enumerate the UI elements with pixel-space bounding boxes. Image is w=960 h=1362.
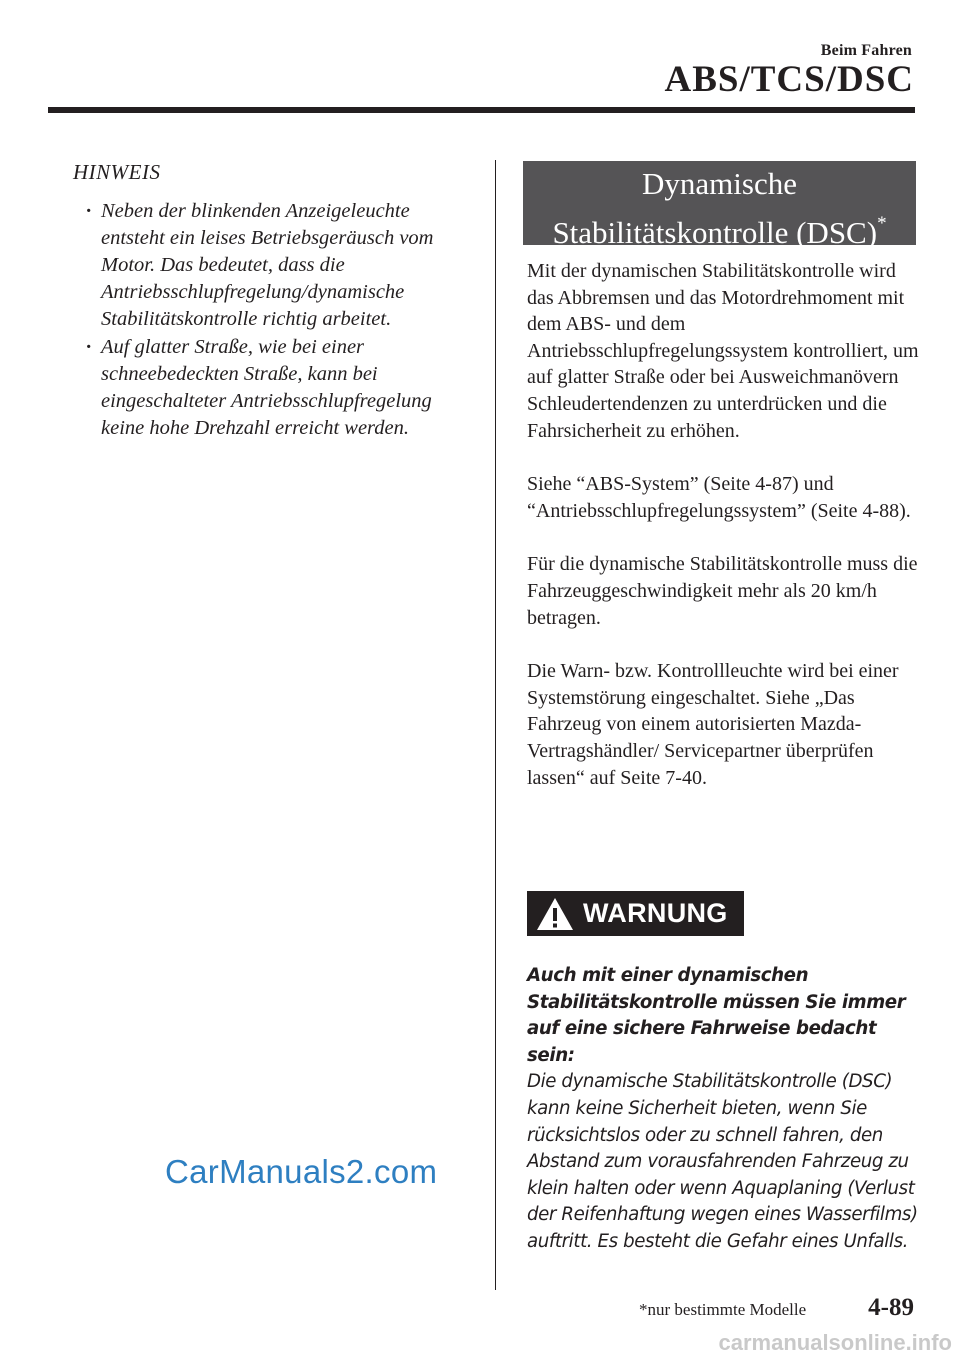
note-item: · Auf glatter Straße, wie bei einer schneebedeckten Straße, kann bei eingeschalteter Antriebsschlupfregelung keine hohe Drehzahl erreicht werden. bbox=[73, 334, 473, 442]
column-divider bbox=[495, 160, 496, 1290]
body-paragraph: Mit der dynamischen Stabilitätskontrolle wird das Abbremsen und das Motordrehmoment mit dem ABS- und dem Antriebsschlupfregelungssystem kontrolliert, um auf glatter Straße oder bei Ausweichmanövern Schleudertendenzen zu unterdrücken und die Fahrsicherheit zu erhöhen. bbox=[527, 260, 919, 442]
page-number: 4-89 bbox=[868, 1294, 914, 1321]
section-title-text: Stabilitätskontrolle (DSC) bbox=[552, 215, 878, 250]
section-title-line1: Dynamische bbox=[642, 166, 797, 201]
section-title-line2 bbox=[523, 204, 916, 253]
warning-triangle-icon bbox=[535, 896, 575, 932]
section-title-banner bbox=[523, 161, 916, 250]
note-list bbox=[73, 198, 473, 442]
warning-heading: Auch mit einer dynamischen Stabilitätskontrolle müssen Sie immer auf eine sichere Fahrweise bedacht sein: bbox=[527, 965, 906, 1066]
watermark-carmanuals2: CarManuals2.com bbox=[165, 1153, 438, 1190]
body-paragraph: Siehe “ABS-System” (Seite 4-87) und “Antriebsschlupfregelungssystem” (Seite 4-88). bbox=[527, 473, 911, 522]
warning-label: WARNUNG bbox=[583, 898, 728, 928]
header-title: ABS/TCS/DSC bbox=[664, 59, 914, 100]
header-kicker: Beim Fahren bbox=[820, 42, 912, 59]
note-box bbox=[73, 160, 473, 443]
note-item: · Neben der blinkenden Anzeigeleuchte entsteht ein leises Betriebsgeräusch vom Motor. Das bedeutet, dass die Antriebsschlupfregelung/dynamische Stabilitätskontrolle richtig arbeitet. bbox=[73, 198, 473, 333]
warning-body: Die dynamische Stabilitätskontrolle (DSC) kann keine Sicherheit bieten, wenn Sie rücksichtslos oder zu schnell fahren, den Abstand zum vorausfahrenden Fahrzeug zu klein halten oder wenn Aquaplaning (Verlust der Reifenhaftung wegen eines Wasserfilms) auftritt. Es besteht die Gefahr eines Unfalls. bbox=[527, 1071, 918, 1252]
footnote: *nur bestimmte Modelle bbox=[639, 1300, 807, 1319]
body-paragraph: Die Warn- bzw. Kontrollleuchte wird bei einer Systemstörung eingeschaltet. Siehe „Das Fahrzeug von einem autorisierten Mazda-Vertragshändler/ Servicepartner überprüfen lassen“ auf Seite 7-40. bbox=[527, 660, 899, 789]
warning-badge bbox=[527, 891, 744, 936]
note-title: HINWEIS bbox=[73, 160, 161, 184]
body-text bbox=[527, 258, 919, 818]
body-paragraph: Für die dynamische Stabilitätskontrolle muss die Fahrzeuggeschwindigkeit mehr als 20 km/h betragen. bbox=[527, 553, 918, 629]
header-rule bbox=[48, 107, 915, 113]
optional-equipment-marker: * bbox=[877, 213, 887, 234]
warning-text bbox=[527, 963, 919, 1256]
watermark-carmanualsonline: carmanualsonline.info bbox=[718, 1330, 952, 1355]
